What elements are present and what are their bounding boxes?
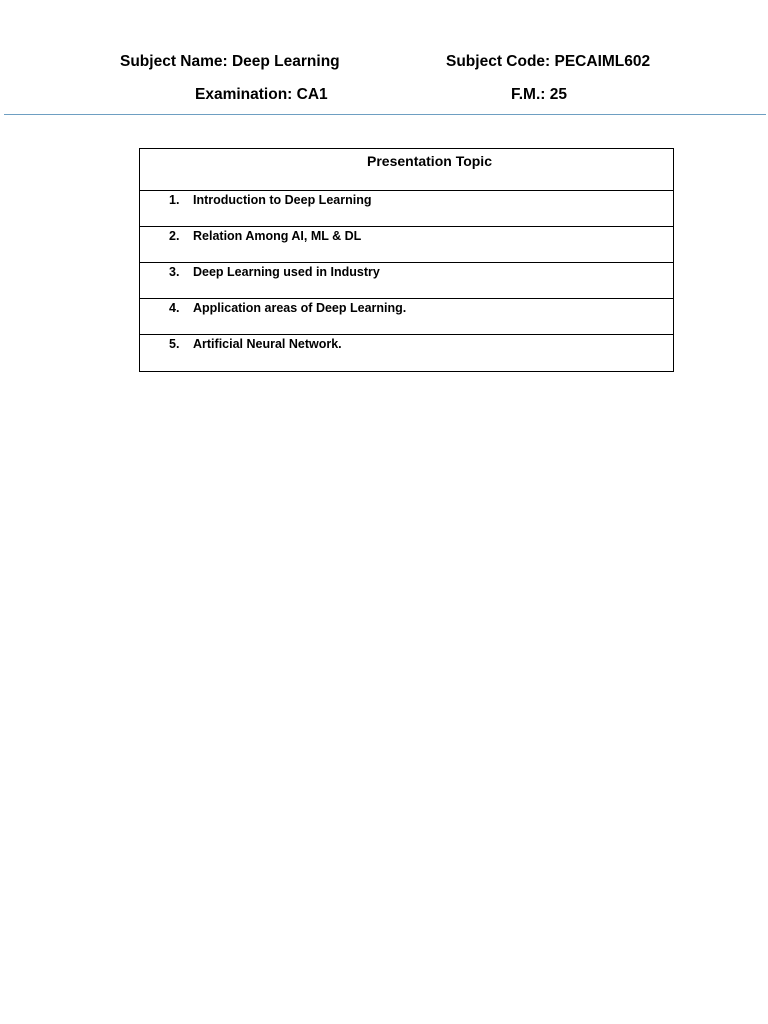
row-number: 1. bbox=[169, 193, 180, 207]
row-topic: Artificial Neural Network. bbox=[193, 337, 342, 351]
row-number: 3. bbox=[169, 265, 180, 279]
examination: Examination: CA1 bbox=[195, 86, 328, 103]
row-number: 2. bbox=[169, 229, 180, 243]
table-row bbox=[140, 263, 673, 299]
presentation-topic-table bbox=[139, 148, 674, 372]
table-row bbox=[140, 335, 673, 371]
row-number: 5. bbox=[169, 337, 180, 351]
table-heading: Presentation Topic bbox=[140, 149, 673, 191]
row-topic: Application areas of Deep Learning. bbox=[193, 301, 407, 315]
row-number: 4. bbox=[169, 301, 180, 315]
header-divider bbox=[4, 114, 766, 115]
table-row bbox=[140, 191, 673, 227]
table-row bbox=[140, 227, 673, 263]
row-topic: Deep Learning used in Industry bbox=[193, 265, 380, 279]
table-row bbox=[140, 299, 673, 335]
row-topic: Relation Among AI, ML & DL bbox=[193, 229, 362, 243]
subject-name: Subject Name: Deep Learning bbox=[120, 53, 340, 70]
row-topic: Introduction to Deep Learning bbox=[193, 193, 372, 207]
full-marks: F.M.: 25 bbox=[511, 86, 567, 103]
subject-code: Subject Code: PECAIML602 bbox=[446, 53, 651, 70]
